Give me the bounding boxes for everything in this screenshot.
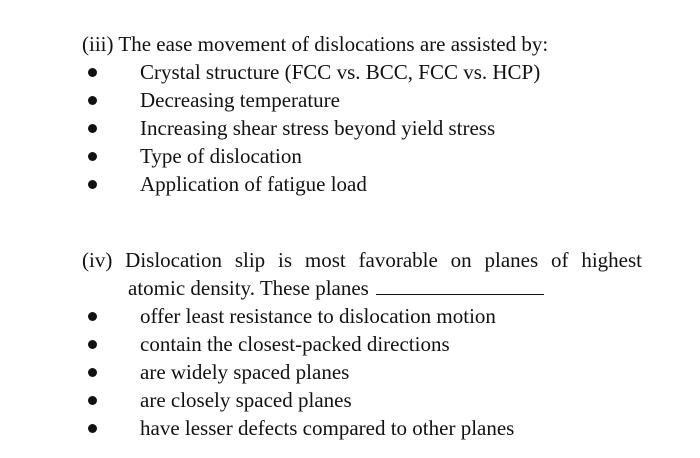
option-text: Type of dislocation bbox=[140, 144, 302, 168]
option-text: have lesser defects compared to other planes bbox=[140, 416, 515, 440]
option-text: offer least resistance to dislocation motion bbox=[140, 304, 496, 328]
bullet-icon bbox=[88, 124, 97, 133]
option-text: are closely spaced planes bbox=[140, 388, 352, 412]
bullet-icon bbox=[88, 180, 97, 189]
question-iii-options bbox=[82, 58, 642, 198]
option-item[interactable] bbox=[82, 114, 642, 142]
bullet-icon bbox=[88, 368, 97, 377]
bullet-icon bbox=[88, 396, 97, 405]
bullet-icon bbox=[88, 424, 97, 433]
question-iv-stem-line1: (iv) Dislocation slip is most favorable on planes of highest bbox=[82, 248, 642, 272]
question-iv-options bbox=[82, 302, 642, 442]
question-iv bbox=[82, 246, 642, 442]
option-item[interactable] bbox=[82, 330, 642, 358]
option-text: are widely spaced planes bbox=[140, 360, 350, 384]
question-iv-stem-line2-text: atomic density. These planes bbox=[128, 276, 369, 300]
option-item[interactable] bbox=[82, 386, 642, 414]
option-text: Increasing shear stress beyond yield stress bbox=[140, 116, 496, 140]
answer-blank[interactable] bbox=[376, 276, 544, 295]
bullet-icon bbox=[88, 340, 97, 349]
bullet-icon bbox=[88, 312, 97, 321]
option-item[interactable] bbox=[82, 414, 642, 442]
bullet-icon bbox=[88, 152, 97, 161]
bullet-icon bbox=[88, 68, 97, 77]
bullet-icon bbox=[88, 96, 97, 105]
option-item[interactable] bbox=[82, 302, 642, 330]
option-item[interactable] bbox=[82, 58, 642, 86]
option-item[interactable] bbox=[82, 142, 642, 170]
option-item[interactable] bbox=[82, 86, 642, 114]
option-text: Crystal structure (FCC vs. BCC, FCC vs. HCP) bbox=[140, 60, 541, 84]
question-iv-stem-line2 bbox=[82, 274, 642, 302]
option-text: contain the closest-packed directions bbox=[140, 332, 450, 356]
question-iii bbox=[82, 30, 642, 198]
question-iii-stem: (iii) The ease movement of dislocations are assisted by: bbox=[82, 32, 549, 56]
option-text: Application of fatigue load bbox=[140, 172, 367, 196]
option-item[interactable] bbox=[82, 358, 642, 386]
option-text: Decreasing temperature bbox=[140, 88, 340, 112]
option-item[interactable] bbox=[82, 170, 642, 198]
